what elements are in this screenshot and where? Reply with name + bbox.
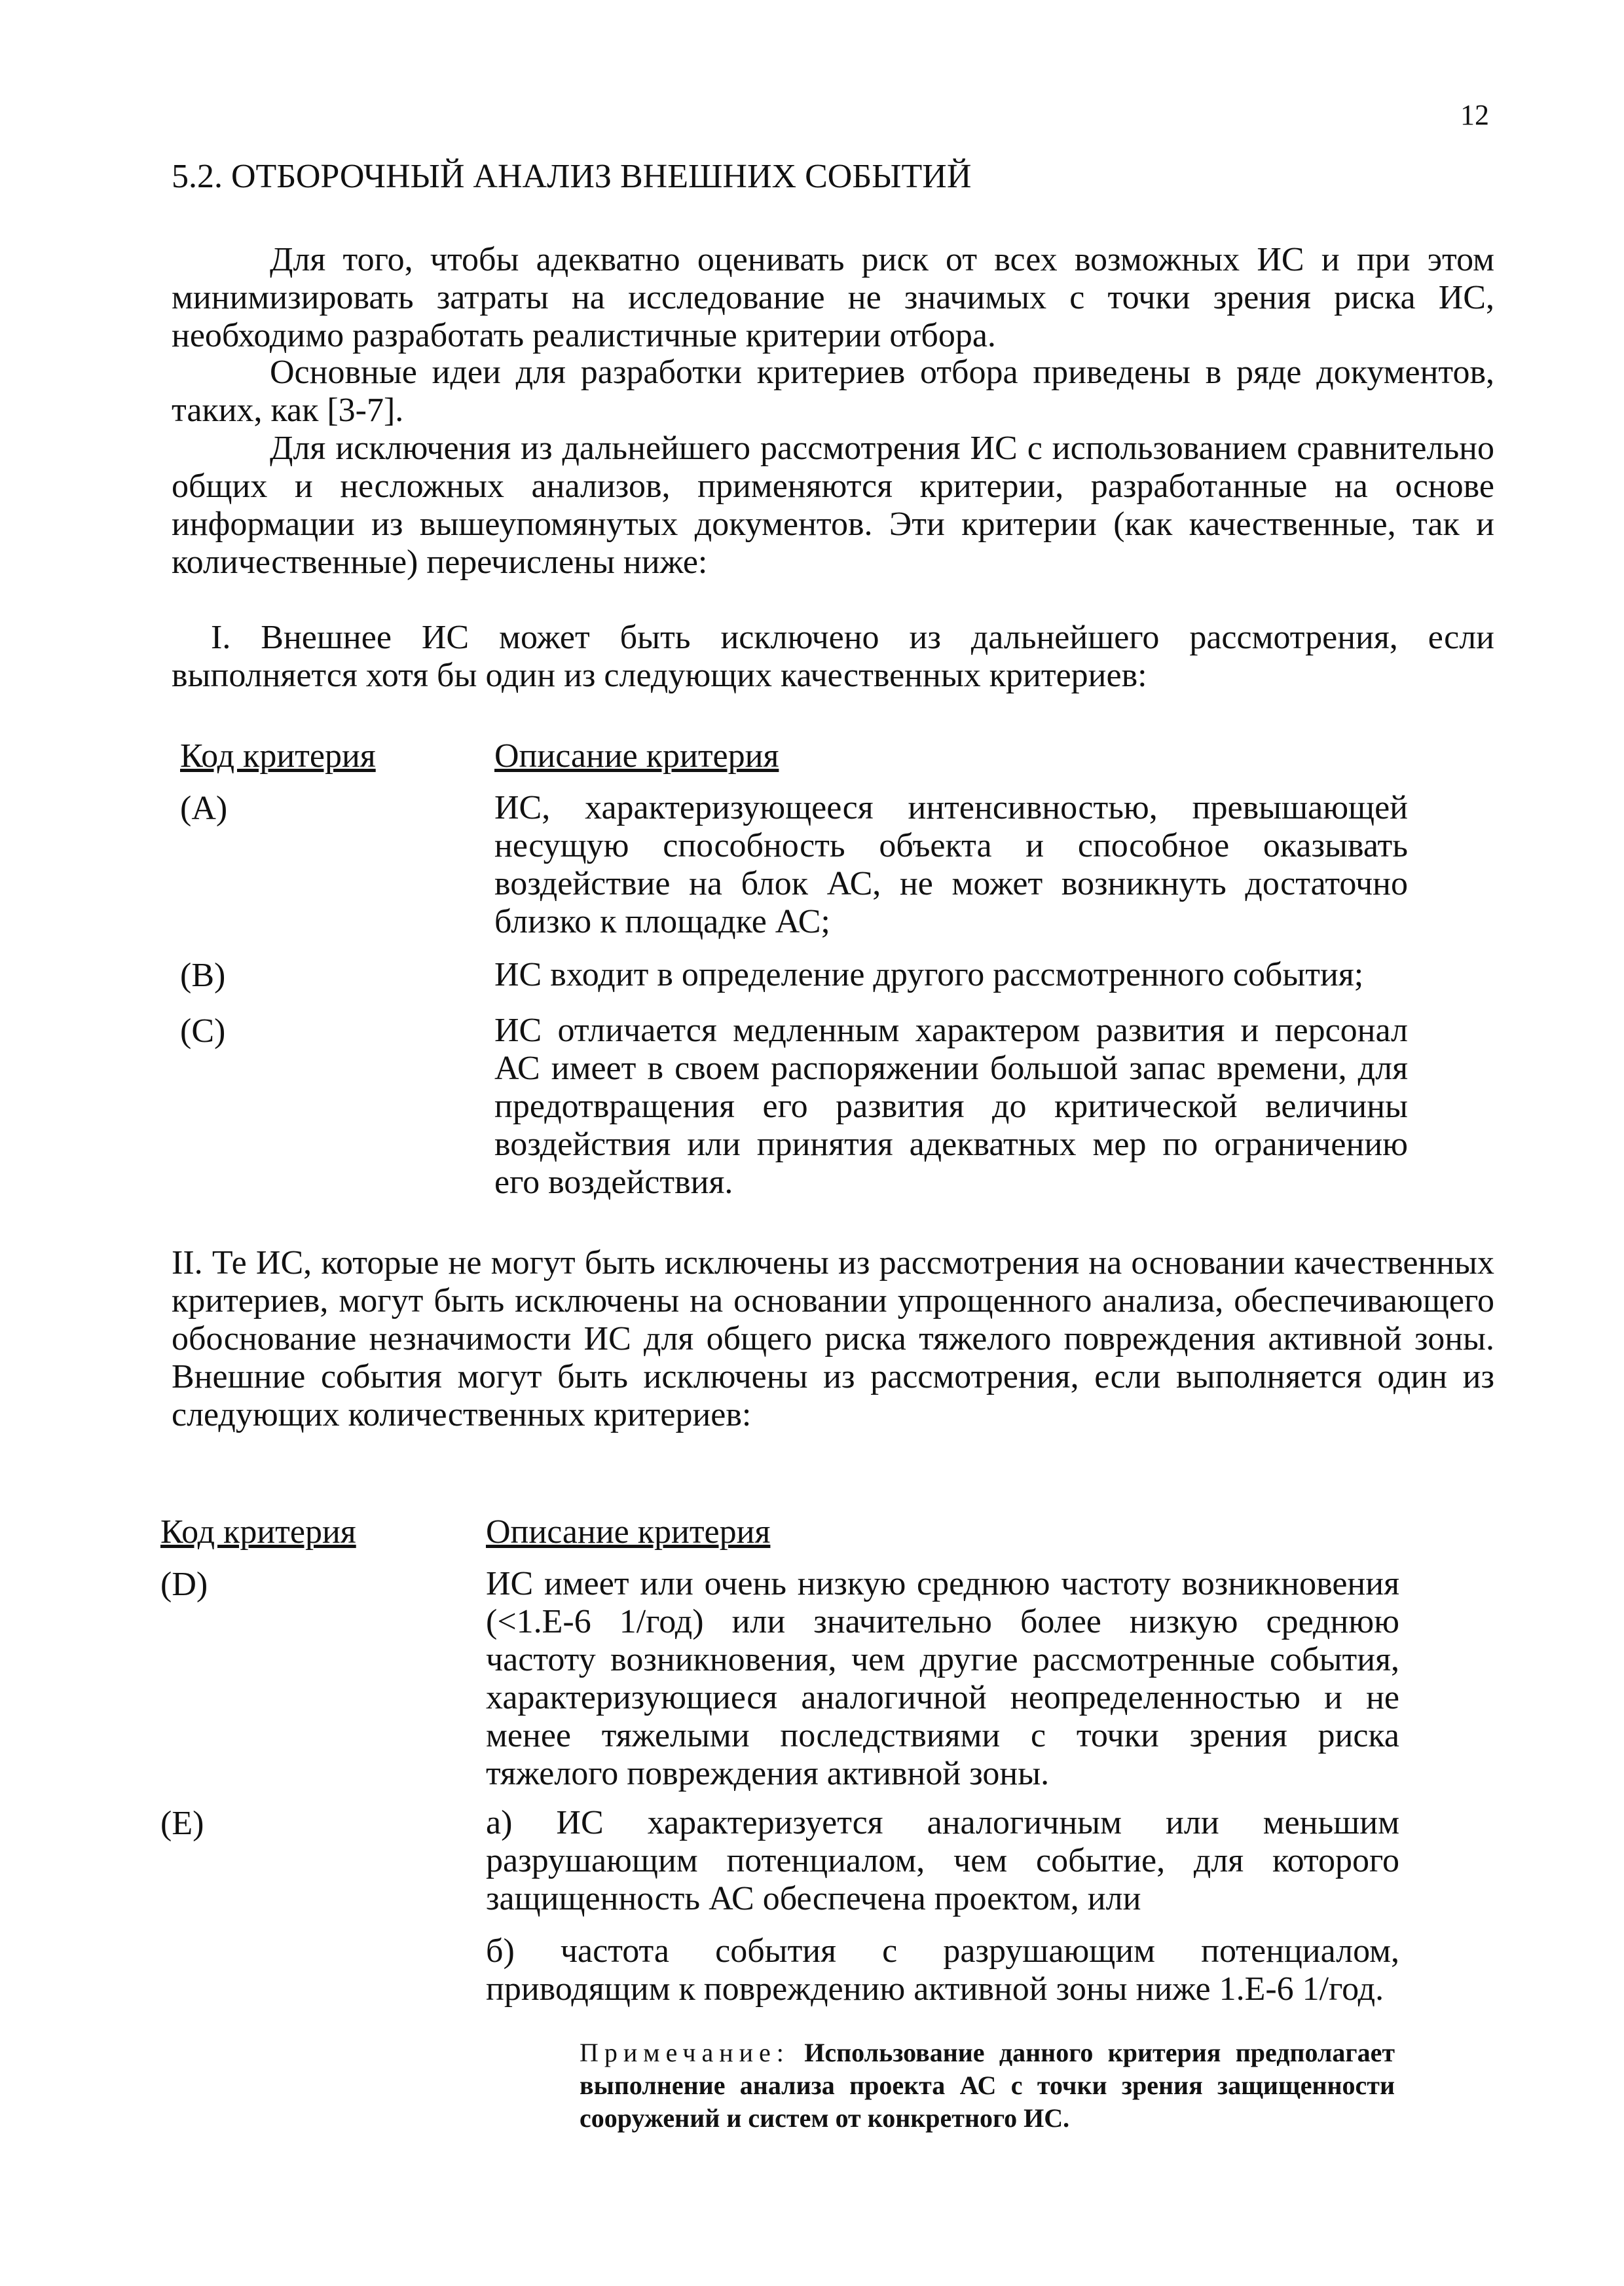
criterion-text-a: а) ИС характеризуется аналогичным или меньшим разрушающим потенциалом, чем событие, для которого защищенность АС обеспечена проектом, или [486,1804,1399,1917]
criterion-code-a: (A) [180,790,228,827]
paragraph-text: Основные идеи для разработки критериев отбора приведены в ряде документов, таких, как [3-7]. [172,354,1494,429]
criterion-code-d: (D) [160,1566,208,1603]
note-label: Примечание: [580,2038,790,2067]
criterion-text: ИС отличается медленным характером развития и персонал АС имеет в своем распоряжении большой запас времени, для предотвращения его развития до критической величины воздействия или принятия адекватных мер по ограничению его воздействия. [494,1012,1408,1201]
criterion-desc-e [486,1804,1399,2008]
paragraph-text: Для того, чтобы адекватно оценивать риск от всех возможных ИС и при этом минимизировать затраты на исследование не значимых с точки зрения риска ИС, необходимо разработать реалистичные критерии отбора. [172,241,1494,354]
criterion-text-b: б) частота события с разрушающим потенциалом, приводящим к повреждению активной зоны ниже 1.Е-6 1/год. [486,1932,1399,2008]
paragraph-text: II. Те ИС, которые не могут быть исключены из рассмотрения на основании качественных критериев, могут быть исключены на основании упрощенного анализа, обеспечивающего обоснование незначимости ИС для общего риска тяжелого повреждения активной зоны. Внешние события могут быть исключены из рассмотрения, если выполняется один из следующих количественных критериев: [172,1244,1494,1433]
paragraph-text: I. Внешнее ИС может быть исключено из дальнейшего рассмотрения, если выполняется хотя бы один из следующих качественных критериев: [172,619,1494,694]
footnote [580,2037,1395,2135]
criterion-code-c: (C) [180,1012,226,1050]
paragraph-text: Для исключения из дальнейшего рассмотрения ИС с использованием сравнительно общих и несложных анализов, применяются критерии, разработанные на основе информации из вышеупомянутых документов. Эти критерии (как качественные, так и количественные) перечислены ниже: [172,430,1494,581]
page-number: 12 [1460,99,1489,131]
section-heading: 5.2. ОТБОРОЧНЫЙ АНАЛИЗ ВНЕШНИХ СОБЫТИЙ [172,158,972,195]
paragraph-criteria-intro [172,430,1494,581]
criterion-desc-d [486,1565,1399,1793]
paragraph-sources [172,354,1494,430]
note-text: Использование данного критерия предполагает выполнение анализа проекта АС с точки зрения защищенности сооружений и систем от конкретного ИС. [580,2038,1395,2133]
criterion-text: ИС имеет или очень низкую среднюю частоту возникновения (<1.Е-6 1/год) или значительно более низкую среднюю частоту возникновения, чем другие рассмотренные события, характеризующиеся аналогичной неопределенностью и не менее тяжелыми последствиями с точки зрения риска тяжелого повреждения активной зоны. [486,1565,1399,1792]
criterion-code-e: (E) [160,1805,204,1842]
table2-header-code: Код критерия [160,1513,356,1551]
criterion-text: ИС входит в определение другого рассмотренного события; [494,956,1364,993]
criterion-desc-a [494,789,1408,941]
qualitative-criteria-intro [172,619,1494,695]
criterion-code-b: (B) [180,957,226,994]
quantitative-criteria-intro [172,1244,1494,1434]
paragraph-intro [172,241,1494,355]
criterion-text: ИС, характеризующееся интенсивностью, превышающей несущую способность объекта и способное оказывать воздействие на блок АС, не может возникнуть достаточно близко к площадке АС; [494,789,1408,940]
criterion-desc-c [494,1012,1408,1202]
table2-header-desc: Описание критерия [486,1513,771,1551]
table1-header-desc: Описание критерия [494,737,779,775]
table1-header-code: Код критерия [180,737,376,775]
criterion-desc-b [494,956,1408,994]
